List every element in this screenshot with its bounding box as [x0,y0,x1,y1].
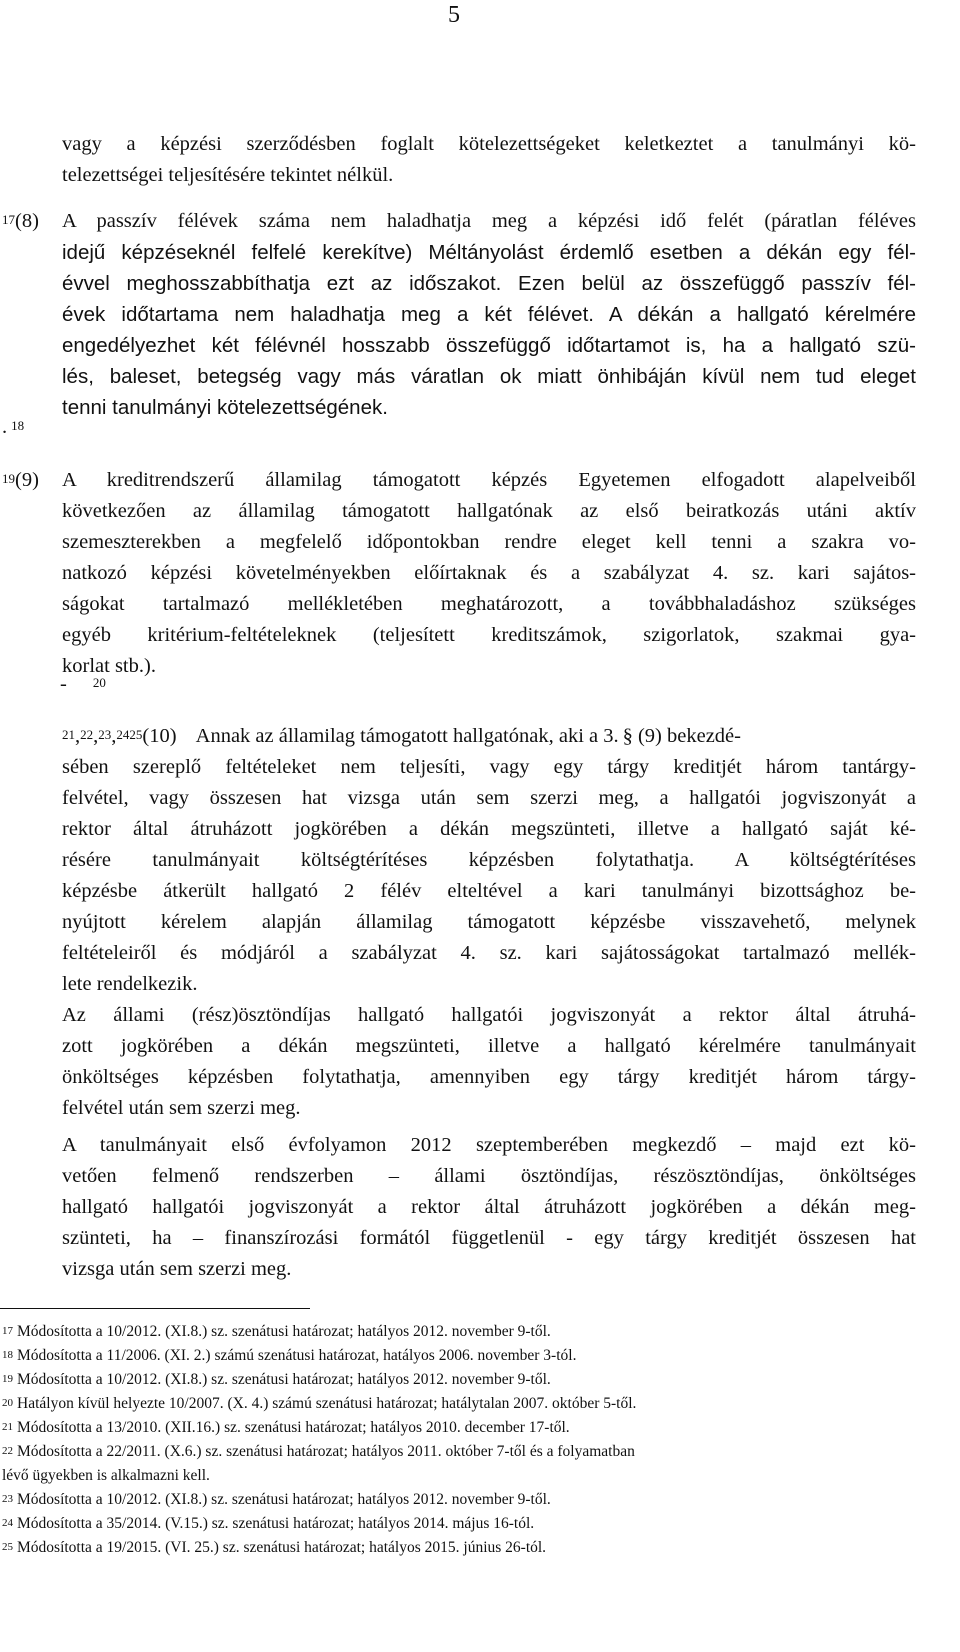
paragraph-8-marker [2,206,39,237]
footnote-ref: 21 [62,727,75,742]
text-line: szemeszterekben a megfelelő időpontokban rendre eleget kell tenni a szakra vo- [62,531,916,553]
text-line: évvel meghosszabbíthatja ezt az időszakot. Ezen belül az összefüggő passzív fél- [62,272,916,295]
section-sign: § [622,725,633,747]
page-number: 5 [448,2,460,28]
paragraph-label: (10) [142,725,177,747]
text-line: idejű képzéseknél felfelé kerekítve) Méltányolást érdemlő esetben a dékán egy fél- [62,241,916,264]
footnote: $^{22}$ Módosította a 22/2011. (X.6.) sz. szenátusi határozat; hatályos 2011. október 7-től és a folyamatban [2,1443,635,1460]
footnote-continuation: lévő ügyekben is alkalmazni kell. [2,1467,210,1484]
text-line: résére tanulmányait költségtérítéses képzésben folytathatja. A költségtérítéses [62,849,916,871]
footnote: $^{25}$ Módosította a 19/2015. (VI. 25.) sz. szenátusi határozat; hatályos 2015. június 26-tól. [2,1539,547,1556]
footnote-separator [0,1308,310,1309]
paragraph-10-first-line: $^{21}$,$^{22}$,$^{23}$,$^{2425}$(10) Annak az államilag támogatott hallgatónak, aki a 3. § (9) bekezdé- [62,725,741,747]
text-line: zott jogkörében a dékán megszünteti, illetve a hallgató kérelmére tanulmányait [62,1035,916,1057]
text-line: felvétel után sem szerzi meg. [62,1097,301,1119]
footnote-20-marker: - $^{20}$ [60,673,106,695]
text-line: következően az államilag támogatott hallgatónak az első beiratkozás utáni aktív [62,500,916,522]
paragraph-label: (9) [15,469,39,491]
text-line: hallgató hallgatói jogviszonyát a rektor által átruházott jogkörében a dékán meg- [62,1196,916,1218]
text-line: képzésbe átkerült hallgató 2 félév elteltével a kari tanulmányi bizottsághoz be- [62,880,916,902]
footnote: $^{17}$ Módosította a 10/2012. (XI.8.) sz. szenátusi határozat; hatályos 2012. november 9-től. [2,1323,551,1340]
text-line: vagy a képzési szerződésben foglalt kötelezettségeket keletkeztet a tanulmányi kö- [62,133,916,155]
text-line: rektor által átruházott jogkörében a dékán megszünteti, illetve a hallgató saját ké- [62,818,916,840]
footnote-ref: 17 [2,212,15,227]
footnote: $^{19}$ Módosította a 10/2012. (XI.8.) sz. szenátusi határozat; hatályos 2012. november 9-től. [2,1371,551,1388]
footnote-ref: 23 [98,727,112,742]
footnote: $^{18}$ Módosította a 11/2006. (XI. 2.) számú szenátusi határozat, hatályos 2006. november 3-tól. [2,1347,577,1364]
footnote-ref: 2425 [116,727,143,742]
paragraph-label: (8) [15,210,39,232]
text-line: felvétel, vagy összesen hat vizsga után sem szerzi meg, a hallgatói jogviszonyát a [62,787,916,809]
text-line: nyújtott kérelem alapján államilag támogatott képzésbe visszavehető, melynek [62,911,916,933]
text-line: A tanulmányait első évfolyamon 2012 szeptemberében megkezdő – majd ezt kö- [62,1134,916,1156]
text-line: feltételeiről és módjáról a szabályzat 4. sz. kari sajátosságokat tartalmazó mellék- [62,942,916,964]
text-line: sében szereplő feltételeket nem teljesíti, vagy egy tárgy kreditjét három tantárgy- [62,756,916,778]
footnote: $^{23}$ Módosította a 10/2012. (XI.8.) sz. szenátusi határozat; hatályos 2012. november 9-től. [2,1491,551,1508]
text-line: A kreditrendszerű államilag támogatott képzés Egyetemen elfogadott alapelveiből [62,469,916,491]
text-line: vetően felmenő rendszerben – állami ösztöndíjas, részösztöndíjas, önköltséges [62,1165,916,1187]
text-line: egyéb kritérium-feltételeknek (teljesített kreditszámok, szigorlatok, szakmai gya- [62,624,916,646]
text-line: önköltséges képzésben folytathatja, amennyiben egy tárgy kreditjét három tárgy- [62,1066,916,1088]
paragraph-9-marker [2,465,39,496]
footnote-ref: 19 [2,471,15,486]
text-line: szünteti, ha – finanszírozási formától függetlenül - egy tárgy kreditjét összesen hat [62,1227,916,1249]
footnote: $^{21}$ Módosította a 13/2010. (XII.16.) sz. szenátusi határozat; hatályos 2010. december 17-től. [2,1419,570,1436]
text-line: korlat stb.). [62,655,156,677]
footnote-ref: 20 [92,675,106,690]
footnote-ref: 18 [11,418,25,433]
text-line: évek időtartama nem haladhatja meg a két félévet. A dékán a hallgató kérelmére [62,303,916,326]
footnote: $^{24}$ Módosította a 35/2014. (V.15.) sz. szenátusi határozat; hatályos 2014. május 16-tól. [2,1515,535,1532]
text-line: lete rendelkezik. [62,973,198,995]
footnote-ref: 22 [80,727,94,742]
text-line: Az állami (rész)ösztöndíjas hallgató hallgatói jogviszonyát a rektor által átruhá- [62,1004,916,1026]
text-line: engedélyezhet két félévnél hosszabb összefüggő időtartamot is, ha a hallgató szü- [62,334,916,357]
text-line: A passzív félévek száma nem haladhatja meg a képzési idő felét (páratlan féléves [62,210,916,232]
text-line: ságokat tartalmazó mellékletében meghatározott, a továbbhaladáshoz szükséges [62,593,916,615]
text-line: tenni tanulmányi kötelezettségének. [62,396,388,419]
text-line: lés, baleset, betegség vagy más váratlan ok miatt önhibáján kívül nem tud eleget [62,365,916,388]
text-line: natkozó képzési követelményekben előírtaknak és a szabályzat 4. sz. kari sajátos- [62,562,916,584]
text-line: telezettségei teljesítésére tekintet nélkül. [62,164,394,186]
text-line: vizsga után sem szerzi meg. [62,1258,292,1280]
footnote-18-marker: . $^{18}$ [2,416,25,438]
footnote: $^{20}$ Hatályon kívül helyezte 10/2007. (X. 4.) számú szenátusi határozat; hatálytalan 2007. október 5-től. [2,1395,637,1412]
